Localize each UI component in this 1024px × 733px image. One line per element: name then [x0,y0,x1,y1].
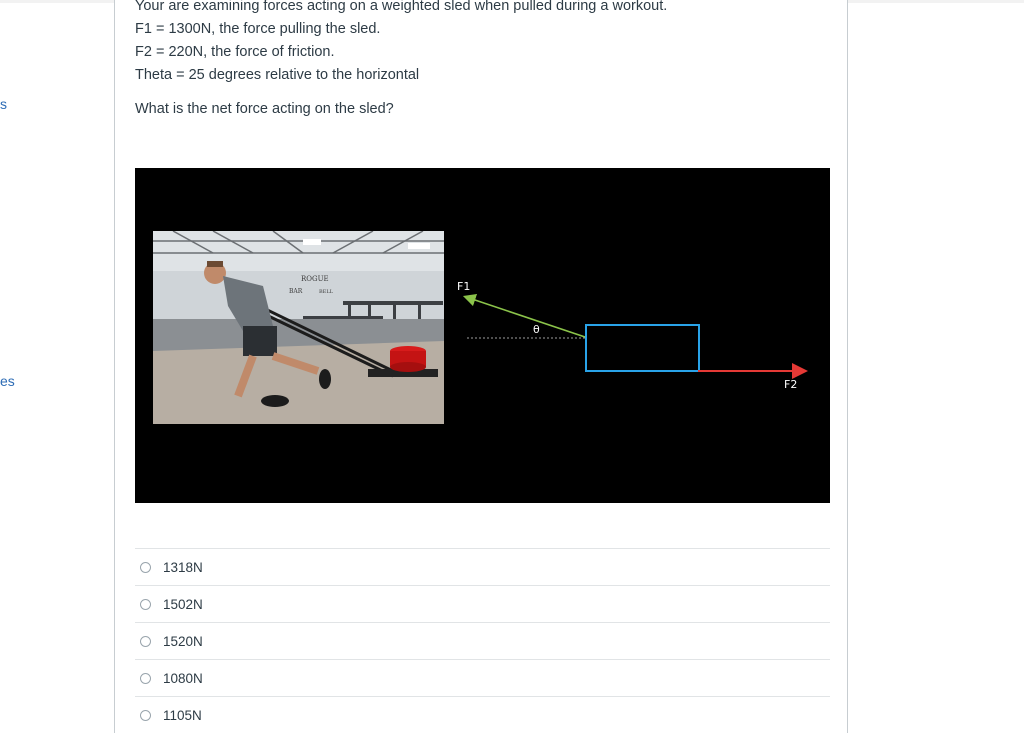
theta-label: θ [533,323,540,336]
f1-label: F1 [457,280,471,293]
answer-option-2[interactable] [135,585,830,622]
sled-box [586,325,699,371]
answer-label: 1105N [163,707,202,723]
answer-option-1[interactable] [135,548,830,585]
photo-sign-left: BAR [289,288,303,295]
answer-option-3[interactable] [135,622,830,659]
photo-sign-top: ROGUE [301,275,329,283]
radio-button-icon[interactable] [140,599,151,610]
answer-list [135,548,830,733]
answer-label: 1502N [163,596,203,612]
answer-label: 1520N [163,633,203,649]
sidebar-fragment-top[interactable]: s [0,96,7,112]
question-panel [114,0,848,733]
f1-arrow [469,298,585,337]
answer-label: 1080N [163,670,203,686]
sidebar-fragment-mid[interactable]: es [0,373,15,389]
radio-button-icon[interactable] [140,562,151,573]
question-line-4: Theta = 25 degrees relative to the horizontal [135,67,420,83]
photo-sign-right: BELL [319,289,333,295]
question-line-1: Your are examining forces acting on a weighted sled when pulled during a workout. [135,0,668,14]
answer-option-4[interactable] [135,659,830,696]
question-figure [135,168,830,503]
answer-label: 1318N [163,559,203,575]
question-line-3: F2 = 220N, the force of friction. [135,44,335,60]
question-line-2: F1 = 1300N, the force pulling the sled. [135,21,381,37]
force-diagram [135,168,830,503]
answer-option-5[interactable] [135,696,830,733]
f2-label: F2 [784,378,798,391]
question-prompt: What is the net force acting on the sled? [135,101,394,117]
radio-button-icon[interactable] [140,710,151,721]
radio-button-icon[interactable] [140,673,151,684]
radio-button-icon[interactable] [140,636,151,647]
